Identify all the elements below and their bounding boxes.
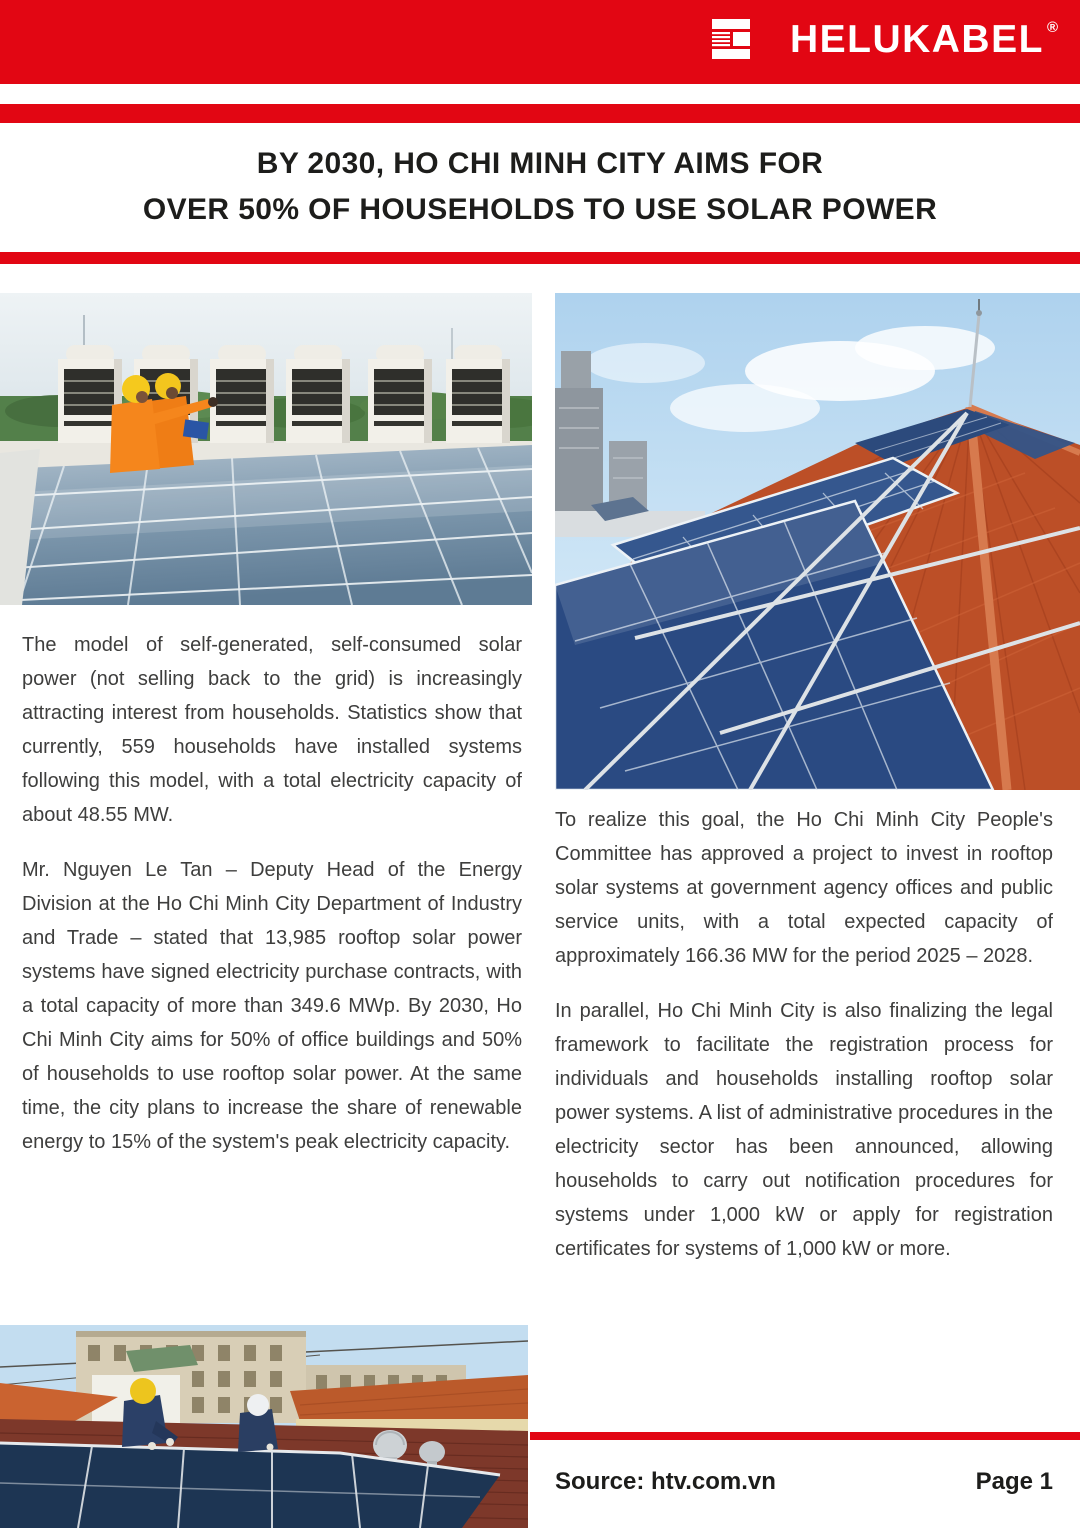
left-column bbox=[22, 628, 522, 1159]
paragraph: Mr. Nguyen Le Tan – Deputy Head of the Energy Division at the Ho Chi Minh City Department of Industry and Trade – stated that 13,985 rooftop solar power systems have signed electricity purchase contracts, with a total capacity of more than 349.6 MWp. By 2030, Ho Chi Minh City aims for 50% of office buildings and 50% of households to use rooftop solar power. At the same time, the city plans to increase the share of renewable energy to 15% of the system's peak electricity capacity. bbox=[22, 859, 522, 1153]
article-title-line1: BY 2030, HO CHI MINH CITY AIMS FOR bbox=[256, 147, 824, 180]
source-text: Source: htv.com.vn bbox=[555, 1468, 776, 1495]
header-bar bbox=[0, 0, 1080, 84]
helukabel-logo bbox=[712, 19, 1058, 59]
logo-wordmark: HELUKABEL bbox=[789, 17, 1044, 61]
photo-rooftop-technicians bbox=[0, 293, 532, 605]
footer-divider bbox=[530, 1432, 1080, 1440]
page-number: Page 1 bbox=[975, 1468, 1053, 1495]
helukabel-logo-icon bbox=[712, 19, 750, 59]
right-column bbox=[555, 803, 1053, 1430]
paragraph: The model of self-generated, self-consumed solar power (not selling back to the grid) is increasingly attracting interest from households. Statistics show that currently, 559 households have installed systems following this model, with a total electricity capacity of about 48.55 MW. bbox=[22, 634, 522, 826]
article-title bbox=[0, 141, 1080, 233]
red-stripe-top bbox=[0, 104, 1080, 123]
article-title-line2: OVER 50% OF HOUSEHOLDS TO USE SOLAR POWER bbox=[142, 193, 938, 226]
paragraph: In parallel, Ho Chi Minh City is also finalizing the legal framework to facilitate the registration process for individuals and households installing rooftop solar power systems. A list of administrative procedures in the electricity sector has been announced, allowing households to carry out notification procedures for systems under 1,000 kW or apply for registration certificates for systems of 1,000 kW or more. bbox=[555, 1000, 1053, 1260]
photo-workers-installing bbox=[0, 1325, 528, 1528]
registered-trademark-mark: ® bbox=[1046, 19, 1058, 36]
paragraph: To realize this goal, the Ho Chi Minh City People's Committee has approved a project to invest in rooftop solar systems at government agency offices and public service units, with a total expected capacity of approximately 166.36 MW for the period 2025 – 2028. bbox=[555, 809, 1053, 967]
red-stripe-under-title bbox=[0, 252, 1080, 264]
photo-solar-tiled-roof bbox=[555, 293, 1080, 790]
